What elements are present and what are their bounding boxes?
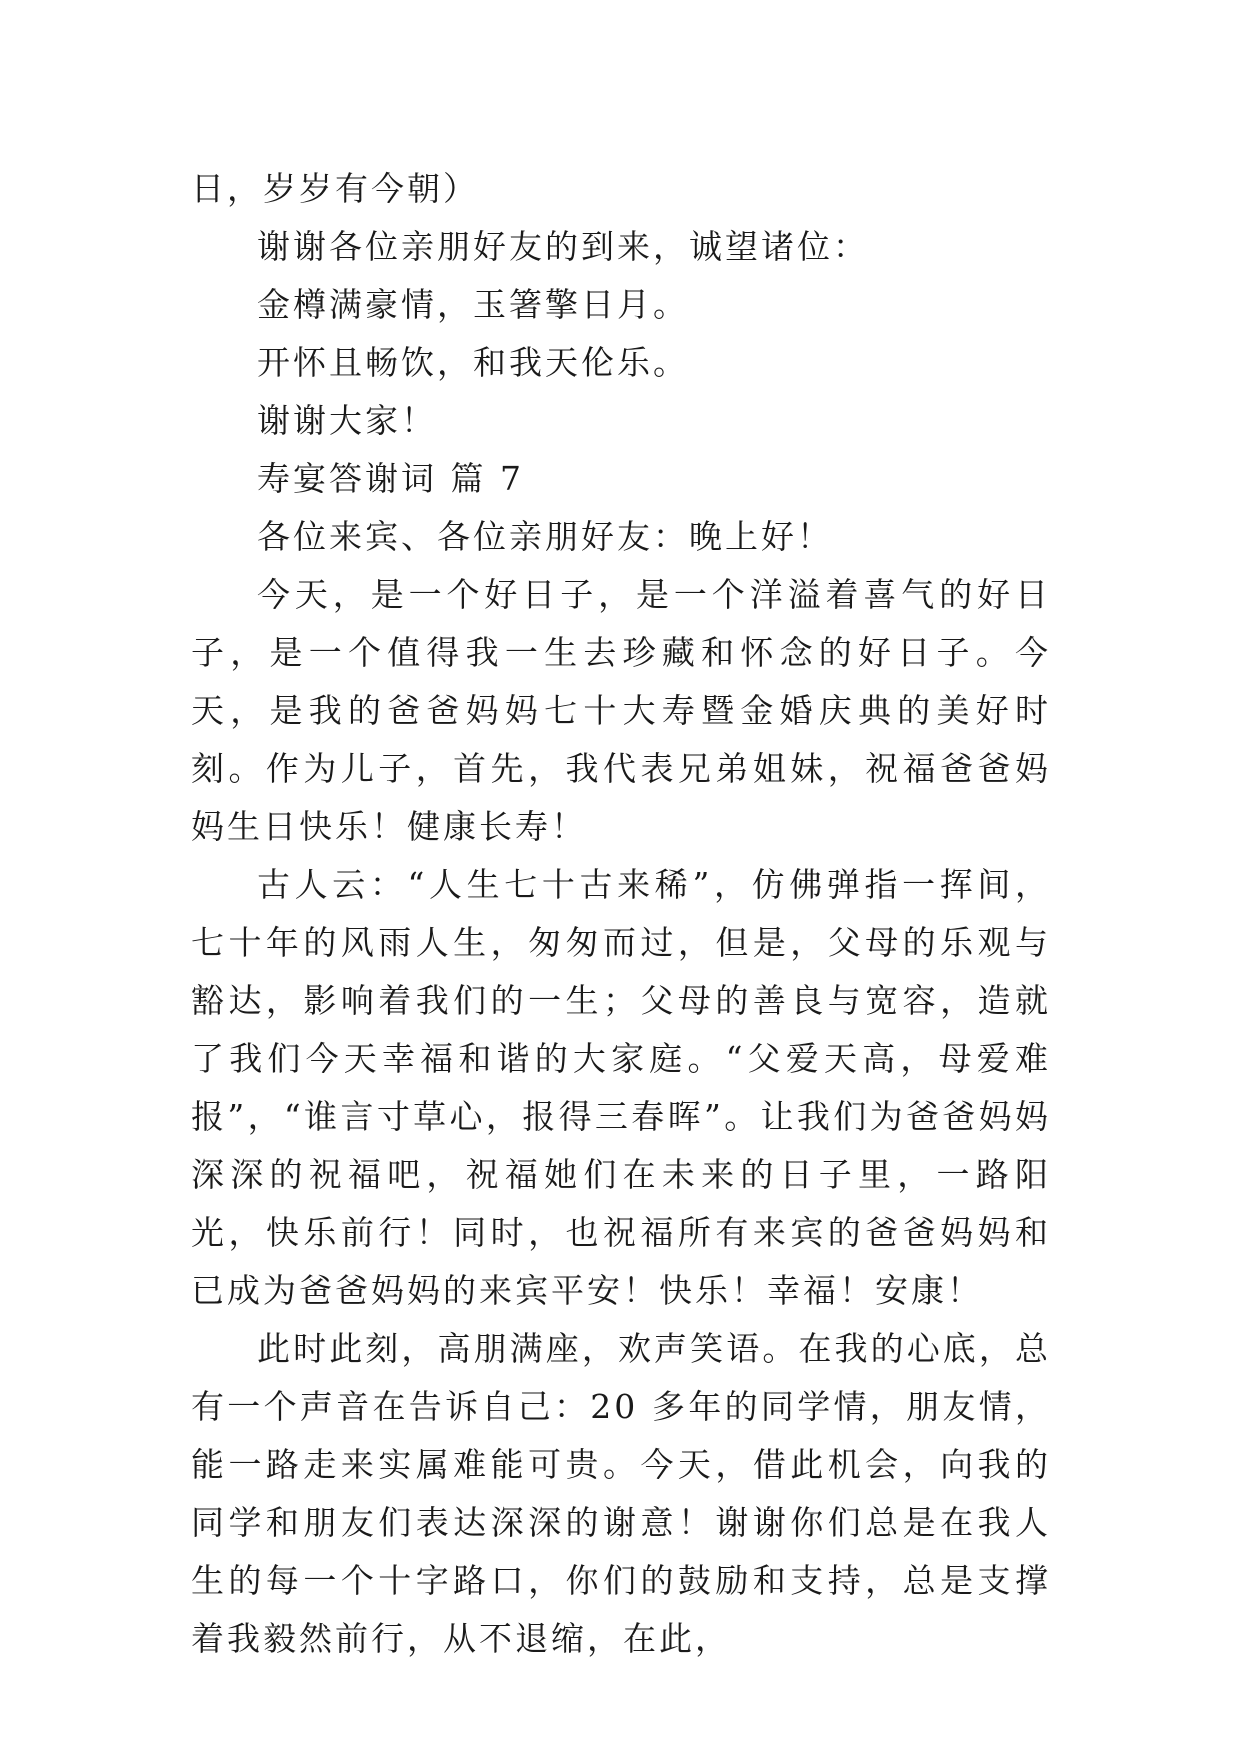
paragraph-verse-2: 开怀且畅饮，和我天伦乐。 <box>257 343 689 382</box>
section-heading: 寿宴答谢词 篇 7 <box>257 459 524 498</box>
document-body <box>191 160 1051 1668</box>
paragraph-greeting: 各位来宾、各位亲朋好友：晚上好！ <box>257 517 833 556</box>
paragraph-thanks-guests: 谢谢各位亲朋好友的到来，诚望诸位： <box>257 227 869 266</box>
paragraph-ancients: 古人云：“人生七十古来稀”，仿佛弹指一挥间，七十年的风雨人生，匆匆而过，但是，父母的乐观与豁达，影响着我们的一生；父母的善良与宽容，造就了我们今天幸福和谐的大家庭。“父爱天高，母爱难报”，“谁言寸草心，报得三春晖”。让我们为爸爸妈妈深深的祝福吧，祝福她们在未来的日子里，一路阳光，快乐前行！同时，也祝福所有来宾的爸爸妈妈和已成为爸爸妈妈的来宾平安！快乐！幸福！安康！ <box>191 865 1051 1310</box>
paragraph-thanks-all: 谢谢大家！ <box>257 401 437 440</box>
paragraph-today: 今天，是一个好日子，是一个洋溢着喜气的好日子，是一个值得我一生去珍藏和怀念的好日子。今天，是我的爸爸妈妈七十大寿暨金婚庆典的美好时刻。作为儿子，首先，我代表兄弟姐妹，祝福爸爸妈妈生日快乐！健康长寿！ <box>191 575 1051 846</box>
paragraph-friends: 此时此刻，高朋满座，欢声笑语。在我的心底，总有一个声音在告诉自己：20 多年的同学情，朋友情，能一路走来实属难能可贵。今天，借此机会，向我的同学和朋友们表达深深的谢意！谢谢你们总是在我人生的每一个十字路口，你们的鼓励和支持，总是支撑着我毅然前行，从不退缩，在此， <box>191 1329 1051 1658</box>
continued-line: 日，岁岁有今朝） <box>191 169 479 208</box>
paragraph-verse-1: 金樽满豪情，玉箸擎日月。 <box>257 285 689 324</box>
